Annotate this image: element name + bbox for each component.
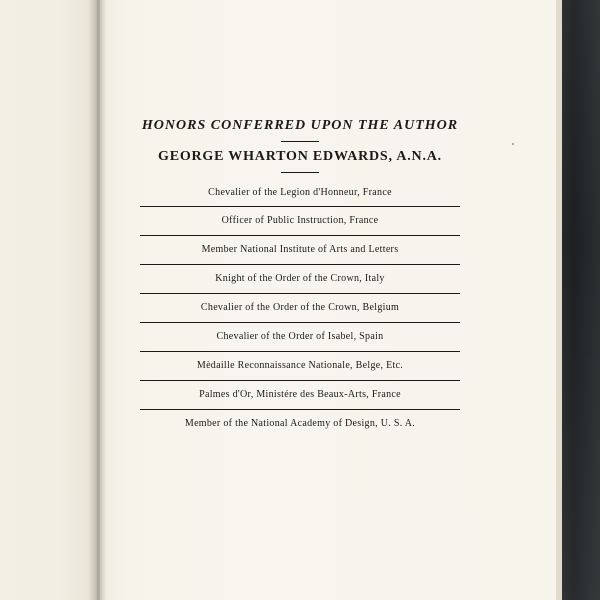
author-rule: [281, 172, 319, 173]
honor-item: Chevalier of the Order of the Crown, Belgium: [200, 302, 400, 313]
left-page: [0, 0, 100, 600]
cover-sheen: [562, 0, 600, 600]
honors-list: [140, 180, 460, 438]
book-gutter: [88, 0, 106, 600]
paper-speck: [512, 143, 514, 145]
honor-item: Chevalier of the Legion d'Honneur, France: [208, 187, 392, 198]
author-name: GEORGE WHARTON EDWARDS, A.N.A.: [158, 149, 442, 164]
honor-item: Member of the National Academy of Design, U. S. A.: [184, 418, 416, 429]
page-heading: HONORS CONFERRED UPON THE AUTHOR: [141, 118, 459, 133]
honor-item: Palmes d'Or, Ministére des Beaux-Arts, France: [199, 389, 401, 400]
honor-item: Member National Institute of Arts and Letters: [201, 244, 399, 255]
honor-item: Mèdaille Reconnaissance Nationale, Belge, Etc.: [196, 360, 404, 371]
honor-item: Knight of the Order of the Crown, Italy: [215, 273, 385, 284]
honors-page-content: [140, 118, 460, 438]
honor-item: Officer of Public Instruction, France: [221, 215, 379, 226]
heading-rule: [281, 141, 319, 142]
honor-item: Chevalier of the Order of Isabel, Spain: [216, 331, 384, 342]
